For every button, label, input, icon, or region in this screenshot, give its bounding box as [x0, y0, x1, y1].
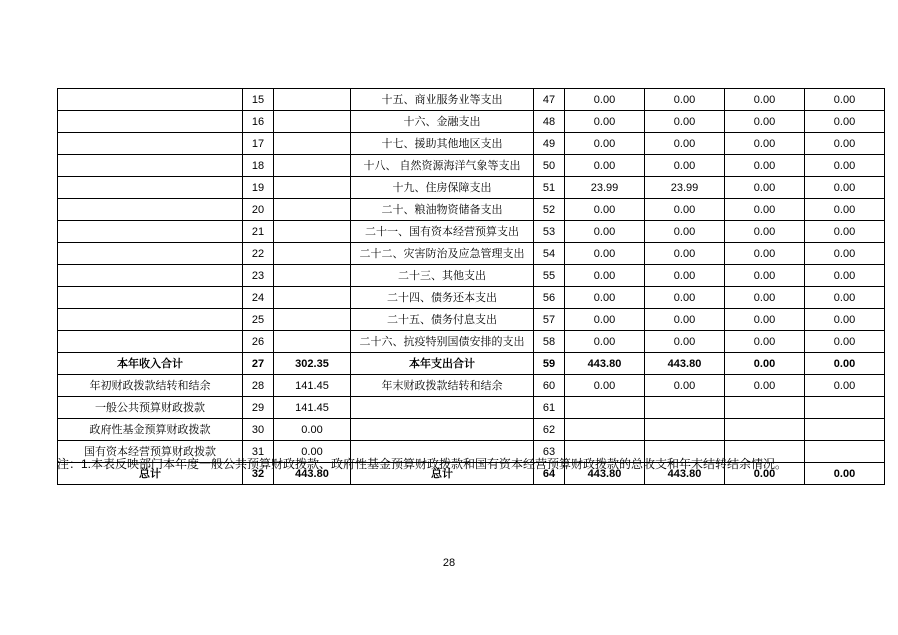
table-row: [58, 155, 885, 177]
row-amount-cell: [274, 89, 351, 111]
table-row: [58, 133, 885, 155]
row-value1-cell: 443.80: [565, 463, 645, 485]
row-value2-cell: 0.00: [645, 89, 725, 111]
row-value2-cell: 0.00: [645, 287, 725, 309]
row-label-cell: [58, 177, 243, 199]
row-label-cell: [58, 265, 243, 287]
row-value2-cell: 0.00: [645, 199, 725, 221]
table-row: [58, 375, 885, 397]
row-number-cell: 18: [243, 155, 274, 177]
table-row: [58, 89, 885, 111]
row-item-number-cell: 54: [534, 243, 565, 265]
row-value4-cell: [805, 397, 885, 419]
financial-table: [57, 88, 885, 485]
row-value1-cell: 0.00: [565, 265, 645, 287]
row-number-cell: 30: [243, 419, 274, 441]
row-item-number-cell: 55: [534, 265, 565, 287]
row-item-cell: 二十五、债务付息支出: [351, 309, 534, 331]
row-value1-cell: 443.80: [565, 353, 645, 375]
row-item-cell: 二十二、灾害防治及应急管理支出: [351, 243, 534, 265]
row-number-cell: 24: [243, 287, 274, 309]
row-amount-cell: [274, 287, 351, 309]
row-item-number-cell: 64: [534, 463, 565, 485]
row-number-cell: 25: [243, 309, 274, 331]
row-item-number-cell: 53: [534, 221, 565, 243]
row-value3-cell: [725, 397, 805, 419]
row-value4-cell: 0.00: [805, 221, 885, 243]
row-value3-cell: 0.00: [725, 177, 805, 199]
row-label-cell: 国有资本经营预算财政拨款: [58, 441, 243, 463]
row-number-cell: 31: [243, 441, 274, 463]
row-value1-cell: 0.00: [565, 199, 645, 221]
row-value1-cell: 0.00: [565, 375, 645, 397]
row-amount-cell: [274, 155, 351, 177]
table-row: [58, 111, 885, 133]
table-row: [58, 199, 885, 221]
row-value4-cell: 0.00: [805, 199, 885, 221]
row-value1-cell: 0.00: [565, 221, 645, 243]
row-item-cell: 十七、援助其他地区支出: [351, 133, 534, 155]
row-value3-cell: [725, 419, 805, 441]
row-value4-cell: 0.00: [805, 265, 885, 287]
row-label-cell: [58, 243, 243, 265]
row-value2-cell: 0.00: [645, 243, 725, 265]
row-value3-cell: 0.00: [725, 111, 805, 133]
row-value3-cell: 0.00: [725, 243, 805, 265]
row-value2-cell: [645, 419, 725, 441]
row-label-cell: [58, 331, 243, 353]
row-amount-cell: [274, 265, 351, 287]
row-item-number-cell: 49: [534, 133, 565, 155]
row-value2-cell: [645, 397, 725, 419]
row-item-cell: 十九、住房保障支出: [351, 177, 534, 199]
row-item-cell: 十六、金融支出: [351, 111, 534, 133]
row-item-number-cell: 58: [534, 331, 565, 353]
row-value3-cell: 0.00: [725, 375, 805, 397]
row-item-number-cell: 59: [534, 353, 565, 375]
row-item-cell: 二十、粮油物资储备支出: [351, 199, 534, 221]
row-item-cell: 本年支出合计: [351, 353, 534, 375]
row-value1-cell: [565, 419, 645, 441]
row-value1-cell: 0.00: [565, 243, 645, 265]
table-row: [58, 177, 885, 199]
row-label-cell: [58, 111, 243, 133]
row-item-number-cell: 62: [534, 419, 565, 441]
row-number-cell: 28: [243, 375, 274, 397]
row-item-cell: 总计: [351, 463, 534, 485]
row-value3-cell: 0.00: [725, 463, 805, 485]
row-value4-cell: 0.00: [805, 331, 885, 353]
row-value4-cell: 0.00: [805, 89, 885, 111]
row-value3-cell: 0.00: [725, 221, 805, 243]
row-value3-cell: 0.00: [725, 331, 805, 353]
row-amount-cell: [274, 331, 351, 353]
row-amount-cell: [274, 221, 351, 243]
row-amount-cell: 141.45: [274, 397, 351, 419]
row-value1-cell: 0.00: [565, 331, 645, 353]
row-label-cell: 总计: [58, 463, 243, 485]
row-value3-cell: 0.00: [725, 353, 805, 375]
row-number-cell: 16: [243, 111, 274, 133]
row-item-cell: 十五、商业服务业等支出: [351, 89, 534, 111]
row-value4-cell: 0.00: [805, 309, 885, 331]
row-value1-cell: 23.99: [565, 177, 645, 199]
row-value3-cell: 0.00: [725, 287, 805, 309]
row-value2-cell: 0.00: [645, 111, 725, 133]
row-item-cell: 二十三、其他支出: [351, 265, 534, 287]
row-value3-cell: 0.00: [725, 309, 805, 331]
row-item-number-cell: 51: [534, 177, 565, 199]
row-value4-cell: 0.00: [805, 375, 885, 397]
row-value4-cell: 0.00: [805, 463, 885, 485]
table-body: [58, 89, 885, 485]
row-value4-cell: 0.00: [805, 155, 885, 177]
row-number-cell: 32: [243, 463, 274, 485]
row-amount-cell: 141.45: [274, 375, 351, 397]
table-row: [58, 331, 885, 353]
table-row: [58, 287, 885, 309]
row-value4-cell: 0.00: [805, 243, 885, 265]
row-value4-cell: 0.00: [805, 111, 885, 133]
row-value2-cell: 0.00: [645, 221, 725, 243]
row-number-cell: 26: [243, 331, 274, 353]
row-value2-cell: 443.80: [645, 463, 725, 485]
row-number-cell: 29: [243, 397, 274, 419]
row-amount-cell: 443.80: [274, 463, 351, 485]
row-item-number-cell: 52: [534, 199, 565, 221]
row-item-number-cell: 60: [534, 375, 565, 397]
table-row: [58, 353, 885, 375]
row-label-cell: 政府性基金预算财政拨款: [58, 419, 243, 441]
row-value4-cell: 0.00: [805, 287, 885, 309]
row-amount-cell: [274, 111, 351, 133]
row-amount-cell: [274, 199, 351, 221]
row-label-cell: 年初财政拨款结转和结余: [58, 375, 243, 397]
page-number: 28: [442, 557, 456, 569]
row-amount-cell: [274, 177, 351, 199]
row-item-cell: 二十四、债务还本支出: [351, 287, 534, 309]
row-label-cell: [58, 133, 243, 155]
row-item-cell: [351, 397, 534, 419]
row-item-number-cell: 57: [534, 309, 565, 331]
row-number-cell: 22: [243, 243, 274, 265]
table-row: [58, 243, 885, 265]
table-row: [58, 309, 885, 331]
row-amount-cell: 302.35: [274, 353, 351, 375]
table-row: [58, 265, 885, 287]
row-value1-cell: 0.00: [565, 89, 645, 111]
row-item-number-cell: 50: [534, 155, 565, 177]
table-row: [58, 221, 885, 243]
row-label-cell: 一般公共预算财政拨款: [58, 397, 243, 419]
row-item-cell: 十八、 自然资源海洋气象等支出: [351, 155, 534, 177]
row-label-cell: [58, 221, 243, 243]
row-value2-cell: 0.00: [645, 309, 725, 331]
row-item-number-cell: 48: [534, 111, 565, 133]
row-value1-cell: 0.00: [565, 155, 645, 177]
table-note: 注：1.本表反映部门本年度一般公共预算财政拨款、政府性基金预算财政拨款和国有资本经营预算财政拨款的总收支和年末结转结余情况。: [57, 457, 788, 471]
row-value2-cell: 0.00: [645, 375, 725, 397]
row-value1-cell: 0.00: [565, 309, 645, 331]
row-value4-cell: 0.00: [805, 177, 885, 199]
row-value2-cell: 443.80: [645, 353, 725, 375]
row-item-number-cell: 56: [534, 287, 565, 309]
row-number-cell: 20: [243, 199, 274, 221]
row-amount-cell: [274, 243, 351, 265]
row-value2-cell: 0.00: [645, 331, 725, 353]
row-item-cell: 二十六、抗疫特别国债安排的支出: [351, 331, 534, 353]
row-value1-cell: 0.00: [565, 111, 645, 133]
row-item-cell: 二十一、国有资本经营预算支出: [351, 221, 534, 243]
row-amount-cell: [274, 133, 351, 155]
row-item-cell: [351, 419, 534, 441]
row-number-cell: 19: [243, 177, 274, 199]
row-value2-cell: 0.00: [645, 155, 725, 177]
row-value1-cell: 0.00: [565, 133, 645, 155]
row-value4-cell: 0.00: [805, 133, 885, 155]
row-value3-cell: 0.00: [725, 155, 805, 177]
row-item-cell: 年末财政拨款结转和结余: [351, 375, 534, 397]
row-number-cell: 15: [243, 89, 274, 111]
row-value3-cell: 0.00: [725, 133, 805, 155]
row-value1-cell: [565, 397, 645, 419]
row-value3-cell: 0.00: [725, 199, 805, 221]
row-number-cell: 21: [243, 221, 274, 243]
row-label-cell: [58, 89, 243, 111]
row-item-number-cell: 47: [534, 89, 565, 111]
row-value3-cell: 0.00: [725, 89, 805, 111]
row-value1-cell: 0.00: [565, 287, 645, 309]
row-value2-cell: 23.99: [645, 177, 725, 199]
row-number-cell: 27: [243, 353, 274, 375]
row-label-cell: 本年收入合计: [58, 353, 243, 375]
row-item-number-cell: 61: [534, 397, 565, 419]
row-value2-cell: 0.00: [645, 265, 725, 287]
table-row: [58, 397, 885, 419]
row-amount-cell: [274, 309, 351, 331]
row-number-cell: 17: [243, 133, 274, 155]
row-label-cell: [58, 287, 243, 309]
row-label-cell: [58, 155, 243, 177]
row-amount-cell: 0.00: [274, 441, 351, 463]
table-row: [58, 419, 885, 441]
row-label-cell: [58, 309, 243, 331]
row-value4-cell: 0.00: [805, 353, 885, 375]
row-item-number-cell: 63: [534, 441, 565, 463]
row-value2-cell: 0.00: [645, 133, 725, 155]
financial-table-container: [57, 88, 856, 485]
row-value4-cell: [805, 419, 885, 441]
row-amount-cell: 0.00: [274, 419, 351, 441]
row-value3-cell: 0.00: [725, 265, 805, 287]
row-number-cell: 23: [243, 265, 274, 287]
row-label-cell: [58, 199, 243, 221]
